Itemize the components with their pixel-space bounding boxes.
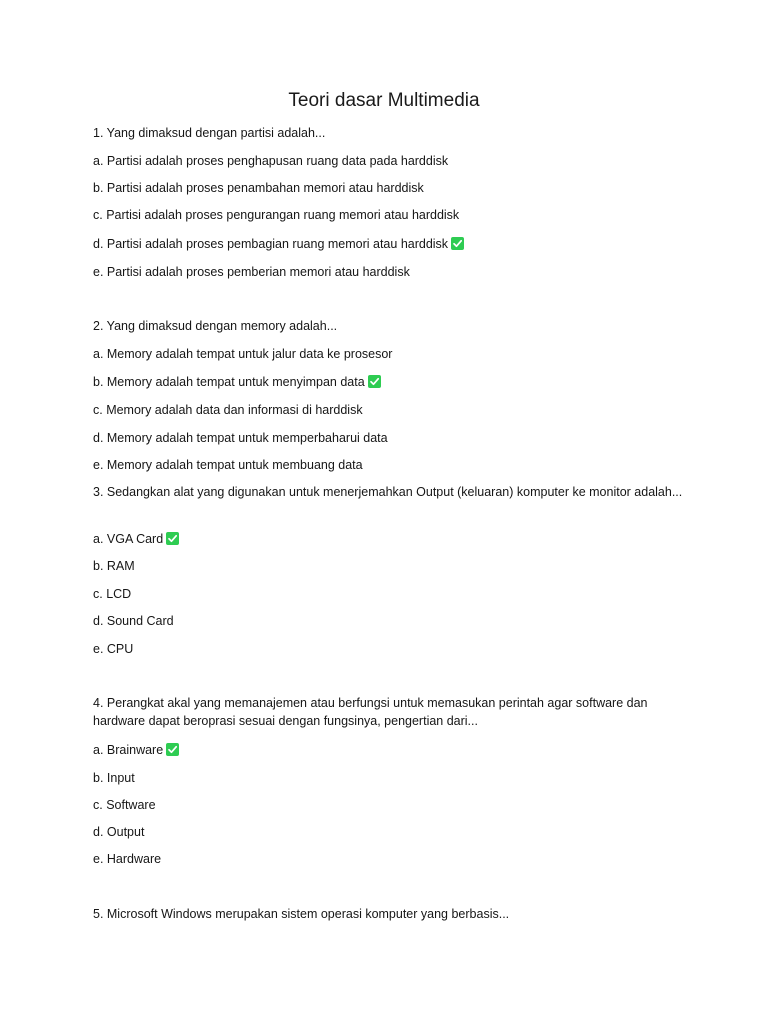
question-1-option-a: a. Partisi adalah proses penghapusan ruang data pada harddisk: [93, 154, 449, 168]
question-1-option-b: b. Partisi adalah proses penambahan memori atau harddisk: [93, 181, 424, 195]
question-4-option-a: [93, 741, 683, 759]
question-3-option-c: c. LCD: [93, 587, 132, 601]
question-2-option-d: d. Memory adalah tempat untuk memperbaharui data: [93, 431, 388, 445]
question-3-option-a: [93, 530, 683, 548]
question-2-option-b-text: b. Memory adalah tempat untuk menyimpan data: [93, 375, 365, 389]
question-1-option-c: c. Partisi adalah proses pengurangan ruang memori atau harddisk: [93, 208, 460, 222]
question-4-option-d: d. Output: [93, 825, 145, 839]
question-3-option-d: d. Sound Card: [93, 614, 174, 628]
question-3-option-a-text: a. VGA Card: [93, 532, 164, 546]
check-mark-icon: [166, 743, 179, 756]
question-2-option-c: c. Memory adalah data dan informasi di harddisk: [93, 403, 363, 417]
question-1-option-d-text: d. Partisi adalah proses pembagian ruang memori atau harddisk: [93, 237, 449, 251]
question-4: 4. Perangkat akal yang memanajemen atau berfungsi untuk memasukan perintah agar software dan hardware dapat beroprasi sesuai dengan fungsinya, pengertian dari...: [93, 696, 648, 728]
question-2: 2. Yang dimaksud dengan memory adalah...: [93, 319, 338, 333]
question-4-option-a-text: a. Brainware: [93, 743, 164, 757]
question-1-option-e: e. Partisi adalah proses pemberian memori atau harddisk: [93, 265, 410, 279]
question-3-option-b: b. RAM: [93, 559, 135, 573]
question-4-option-c: c. Software: [93, 798, 156, 812]
question-2-option-b: [93, 373, 683, 391]
question-2-option-e: e. Memory adalah tempat untuk membuang data: [93, 458, 363, 472]
question-3: 3. Sedangkan alat yang digunakan untuk menerjemahkan Output (keluaran) komputer ke monitor adalah...: [93, 485, 683, 499]
question-1-option-d: [93, 235, 683, 253]
question-5: 5. Microsoft Windows merupakan sistem operasi komputer yang berbasis...: [93, 907, 510, 921]
question-4-option-e: e. Hardware: [93, 852, 162, 866]
check-mark-icon: [166, 532, 179, 545]
question-4-option-b: b. Input: [93, 771, 135, 785]
check-mark-icon: [368, 375, 381, 388]
page-title: Teori dasar Multimedia: [288, 90, 480, 111]
question-1: 1. Yang dimaksud dengan partisi adalah...: [93, 126, 326, 140]
question-3-option-e: e. CPU: [93, 642, 134, 656]
question-2-option-a: a. Memory adalah tempat untuk jalur data ke prosesor: [93, 347, 393, 361]
check-mark-icon: [451, 237, 464, 250]
